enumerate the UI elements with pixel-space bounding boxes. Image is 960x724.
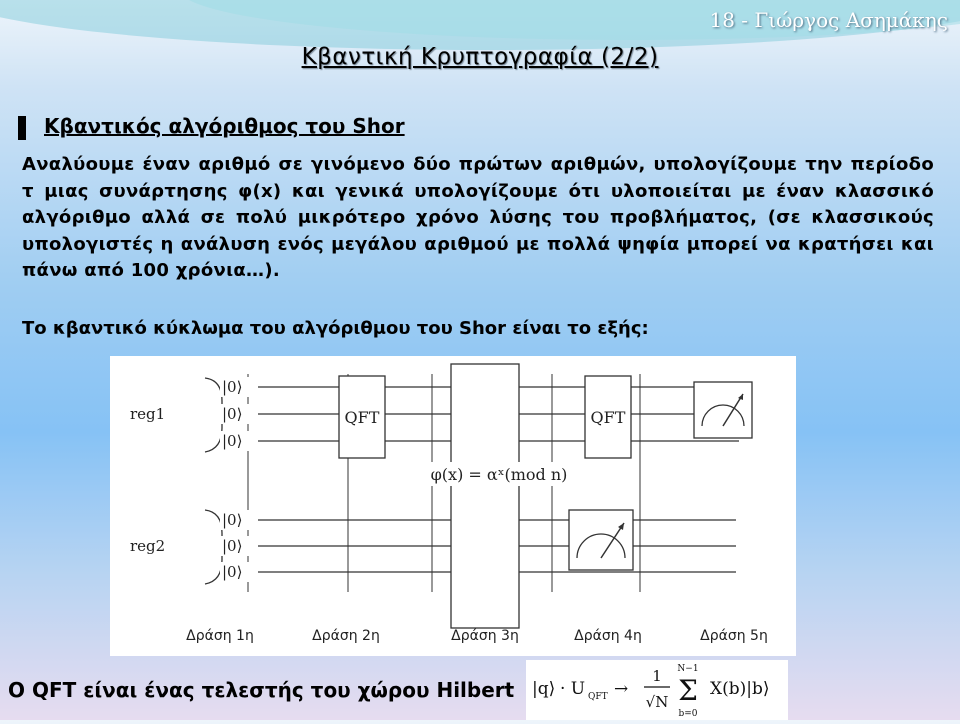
section-heading: Κβαντικός αλγόριθμος του Shor	[44, 114, 405, 138]
ket-reg2-1: |0⟩	[222, 511, 243, 529]
stage-label-3: Δράση 3η	[451, 628, 519, 644]
ket-reg2-3: |0⟩	[222, 563, 243, 581]
formula-svg	[526, 660, 788, 720]
formula-denominator: √N	[645, 693, 669, 711]
formula-operator: · U	[560, 679, 586, 699]
reg2-label: reg2	[130, 537, 166, 555]
function-label: φ(x) = αˣ(mod n)	[430, 465, 568, 484]
oracle-box	[451, 364, 519, 628]
qft-formula	[526, 660, 788, 720]
qft-label-1: QFT	[344, 408, 380, 427]
footer-text: Ο QFT είναι ένας τελεστής του χώρου Hilbert	[8, 678, 515, 702]
formula-term: X(b)|b⟩	[710, 679, 770, 699]
formula-ket-q: |q⟩	[532, 679, 556, 699]
formula-sum-lower: b=0	[678, 709, 698, 719]
circuit-intro	[22, 318, 649, 339]
formula-operator-sub: QFT	[588, 692, 608, 702]
stage-label-5: Δράση 5η	[700, 628, 768, 644]
slide-number: 18 - Γιώργος Ασημάκης	[709, 8, 948, 32]
shor-circuit-diagram	[110, 356, 796, 656]
ket-reg1-3: |0⟩	[222, 432, 243, 450]
stage-label-4: Δράση 4η	[574, 628, 642, 644]
formula-sum-upper: N−1	[677, 664, 699, 674]
reg1-label: reg1	[130, 405, 166, 423]
formula-arrow: →	[614, 679, 629, 699]
slide-title: Κβαντική Κρυπτογραφία (2/2)	[301, 44, 659, 70]
body-paragraph: Αναλύουμε έναν αριθμό σε γινόμενο δύο πρώτων αριθμών, υπολογίζουμε την περίοδο τ μιας συνάρτησης φ(x) και γενικά υπολογίζουμε ότι υλοποιείται με έναν κλασσικό αλγόριθμο αλλά σε πολύ μικρότερο χρόνο λύσης του προβλήματος, (σε κλασσικούς υπολογιστές η ανάλυση ενός μεγάλου αριθμού με πολλά ψηφία μπορεί να κρατήσει και πάνω από 100 χρόνια…).	[22, 154, 934, 281]
formula-numerator: 1	[652, 667, 662, 685]
stage-label-1: Δράση 1η	[186, 628, 254, 644]
ket-reg1-2: |0⟩	[222, 405, 243, 423]
ket-reg2-2: |0⟩	[222, 537, 243, 555]
qft-label-2: QFT	[590, 408, 626, 427]
ket-reg1-1: |0⟩	[222, 378, 243, 396]
formula-sum-symbol: Σ	[678, 674, 698, 707]
circuit-svg	[110, 356, 796, 656]
circuit-intro-after: του αλγόριθμου του Shor είναι το εξής:	[243, 318, 649, 339]
circuit-intro-highlight: κβαντικό κύκλωμα	[52, 318, 244, 339]
measure-reg1	[694, 382, 752, 438]
stage-label-2: Δράση 2η	[312, 628, 380, 644]
circuit-intro-before: Το	[22, 318, 53, 339]
bullet-marker	[18, 116, 26, 140]
measure-reg2	[569, 510, 633, 570]
